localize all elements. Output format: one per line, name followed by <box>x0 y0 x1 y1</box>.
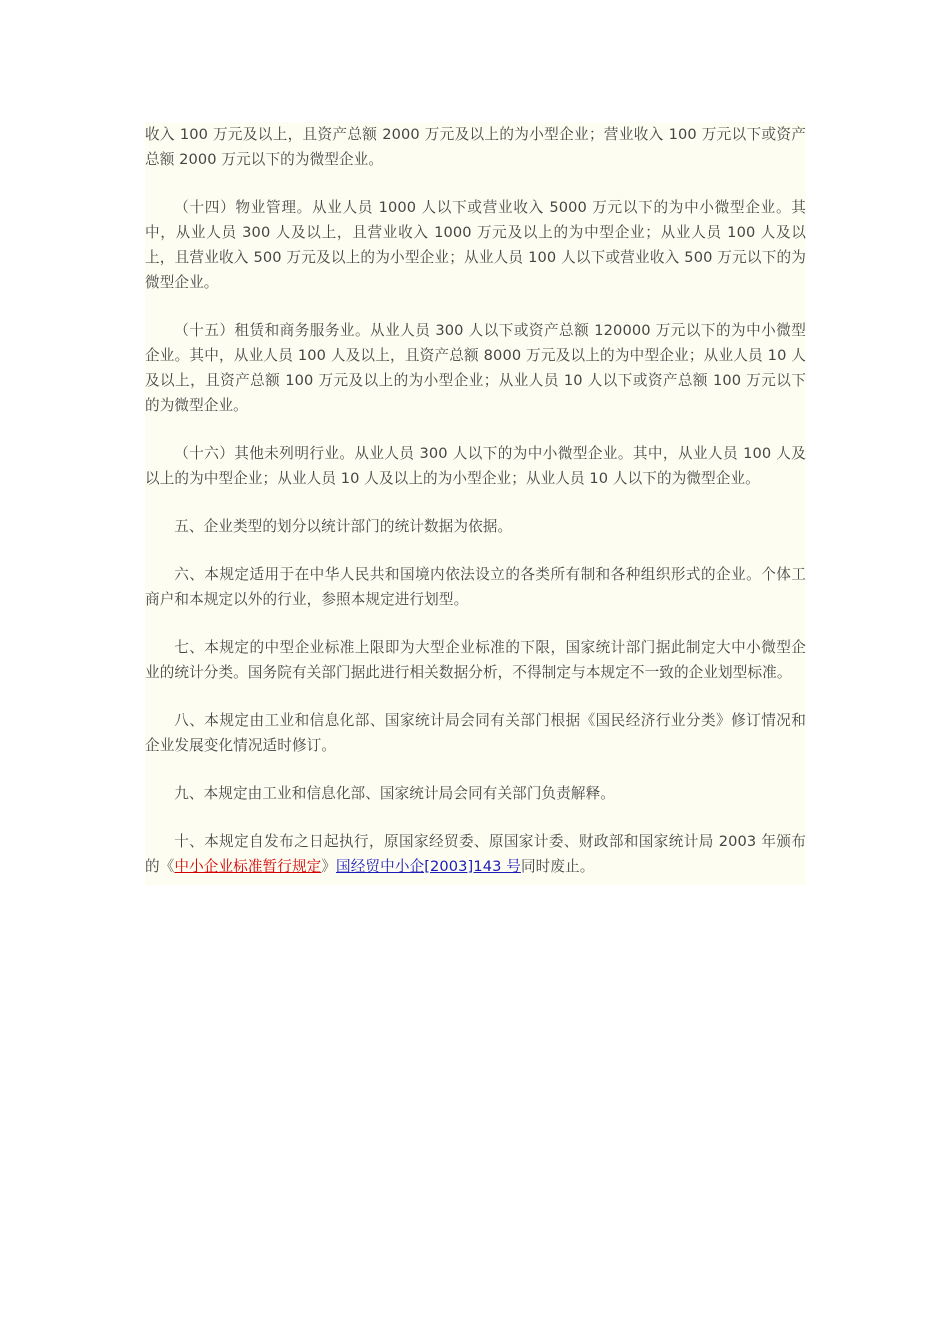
link-document-number[interactable]: 国经贸中小企[2003]143 号 <box>336 858 521 875</box>
document-body <box>145 122 806 885</box>
paragraph-property-management: （十四）物业管理。从业人员 1000 人以下或营业收入 5000 万元以下的为中小微型企业。其中，从业人员 300 人及以上，且营业收入 1000 万元及以上的为中型企业；从业人员 100 人及以上，且营业收入 500 万元及以上的为小型企业；从业人员 100 人以下或营业收入 500 万元以下的为微型企业。 <box>145 199 806 291</box>
paragraph-article-5: 五、企业类型的划分以统计部门的统计数据为依据。 <box>174 518 513 535</box>
paragraph-other-industries: （十六）其他未列明行业。从业人员 300 人以下的为中小微型企业。其中，从业人员 100 人及以上的为中型企业；从业人员 10 人及以上的为小型企业；从业人员 10 人以下的为微型企业。 <box>145 445 806 487</box>
article-10-suffix: 同时废止。 <box>520 858 595 875</box>
paragraph-article-7: 七、本规定的中型企业标准上限即为大型企业标准的下限，国家统计部门据此制定大中小微型企业的统计分类。国务院有关部门据此进行相关数据分析，不得制定与本规定不一致的企业划型标准。 <box>145 639 806 681</box>
paragraph-article-6: 六、本规定适用于在中华人民共和国境内依法设立的各类所有制和各种组织形式的企业。个体工商户和本规定以外的行业，参照本规定进行划型。 <box>145 566 806 608</box>
paragraph-leasing-business-services: （十五）租赁和商务服务业。从业人员 300 人以下或资产总额 120000 万元以下的为中小微型企业。其中，从业人员 100 人及以上，且资产总额 8000 万元及以上的为中型企业；从业人员 10 人及以上，且资产总额 100 万元及以上的为小型企业；从业人员 10 人以下或资产总额 100 万元以下的为微型企业。 <box>145 322 806 414</box>
article-10-prefix: 十、本规定自发布之日起执行，原国家经贸委、原国家计委、财政部和国家统计局 2003 年颁布的《 <box>145 833 806 875</box>
paragraph-article-9: 九、本规定由工业和信息化部、国家统计局会同有关部门负责解释。 <box>174 785 616 802</box>
paragraph-continuation: 收入 100 万元及以上，且资产总额 2000 万元及以上的为小型企业；营业收入 100 万元以下或资产总额 2000 万元以下的为微型企业。 <box>145 126 806 168</box>
paragraph-article-10 <box>145 829 806 879</box>
paragraph-article-8: 八、本规定由工业和信息化部、国家统计局会同有关部门根据《国民经济行业分类》修订情况和企业发展变化情况适时修订。 <box>145 712 806 754</box>
link-sme-interim-standards[interactable]: 中小企业标准暂行规定 <box>174 858 322 875</box>
article-10-middle: 》 <box>321 858 337 875</box>
